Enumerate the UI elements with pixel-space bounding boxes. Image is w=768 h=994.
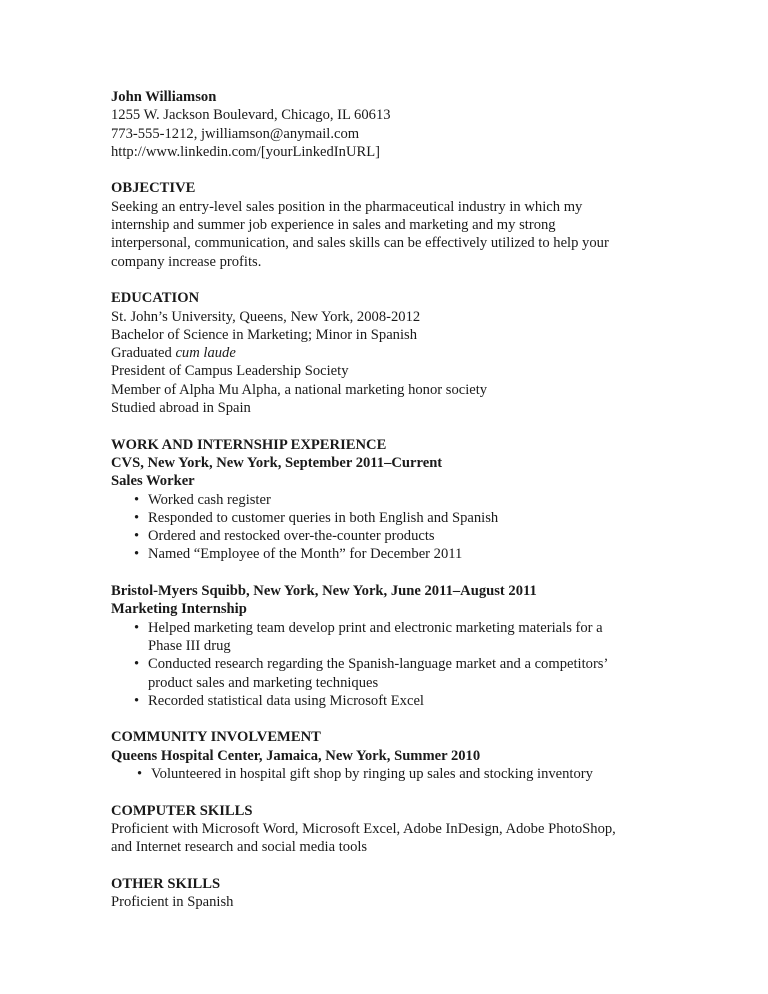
education-heading: EDUCATION	[111, 290, 200, 307]
section-computer-skills	[111, 802, 628, 857]
job-title: Sales Worker	[111, 473, 195, 490]
objective-heading: OBJECTIVE	[111, 180, 196, 197]
list-item: • Responded to customer queries in both English and Spanish	[111, 509, 628, 527]
computer-skills-heading: COMPUTER SKILLS	[111, 802, 253, 819]
education-leadership: President of Campus Leadership Society	[111, 363, 349, 380]
list-item: • Ordered and restocked over-the-counter products	[111, 527, 628, 545]
job-title: Marketing Internship	[111, 601, 247, 618]
education-degree: Bachelor of Science in Marketing; Minor in Spanish	[111, 326, 417, 343]
section-other-skills	[111, 875, 628, 912]
job-employer: Bristol-Myers Squibb, New York, New York, June 2011–August 2011	[111, 583, 537, 600]
candidate-name: John Williamson	[111, 89, 217, 105]
education-honors	[111, 344, 628, 362]
job-entry	[111, 454, 628, 564]
candidate-address: 1255 W. Jackson Boulevard, Chicago, IL 60613	[111, 107, 391, 124]
section-community-involvement	[111, 728, 628, 783]
list-item: • Worked cash register	[111, 491, 628, 509]
job-employer: CVS, New York, New York, September 2011–Current	[111, 454, 443, 471]
job-entry	[111, 582, 628, 710]
education-honors-prefix: Graduated	[111, 345, 176, 362]
list-item: • Helped marketing team develop print and electronic marketing materials for a Phase III drug	[111, 619, 628, 656]
candidate-linkedin: http://www.linkedin.com/[yourLinkedInURL]	[111, 143, 380, 160]
community-bullet-list	[111, 765, 628, 783]
community-heading: COMMUNITY INVOLVEMENT	[111, 729, 321, 746]
other-skills-heading: OTHER SKILLS	[111, 875, 221, 892]
community-organization: Queens Hospital Center, Jamaica, New York, Summer 2010	[111, 747, 481, 764]
work-heading: WORK AND INTERNSHIP EXPERIENCE	[111, 436, 387, 453]
education-study-abroad: Studied abroad in Spain	[111, 400, 251, 417]
resume-content	[111, 88, 628, 911]
education-honors-latin: cum laude	[175, 345, 236, 362]
candidate-contact: 773-555-1212, jwilliamson@anymail.com	[111, 125, 360, 142]
objective-body: Seeking an entry-level sales position in the pharmaceutical industry in which my internship and summer job experience in sales and marketing and my strong interpersonal, communication, and sales skills can be effectively utilized to help your company increase profits.	[111, 198, 609, 270]
list-item: • Recorded statistical data using Microsoft Excel	[111, 692, 628, 710]
section-work-experience	[111, 436, 628, 710]
education-honor-society: Member of Alpha Mu Alpha, a national marketing honor society	[111, 381, 488, 398]
education-school: St. John’s University, Queens, New York, 2008-2012	[111, 308, 421, 325]
job-bullet-list	[111, 619, 628, 710]
contact-header	[111, 88, 628, 161]
list-item: • Volunteered in hospital gift shop by ringing up sales and stocking inventory	[111, 765, 628, 783]
job-bullet-list	[111, 491, 628, 564]
section-education	[111, 289, 628, 417]
other-skills-body: Proficient in Spanish	[111, 894, 234, 911]
computer-skills-body: Proficient with Microsoft Word, Microsoft Excel, Adobe InDesign, Adobe PhotoShop, and Internet research and social media tools	[111, 820, 616, 856]
section-objective	[111, 179, 628, 270]
list-item: • Conducted research regarding the Spanish-language market and a competitors’ product sales and marketing techniques	[111, 655, 628, 692]
list-item: • Named “Employee of the Month” for December 2011	[111, 545, 628, 563]
